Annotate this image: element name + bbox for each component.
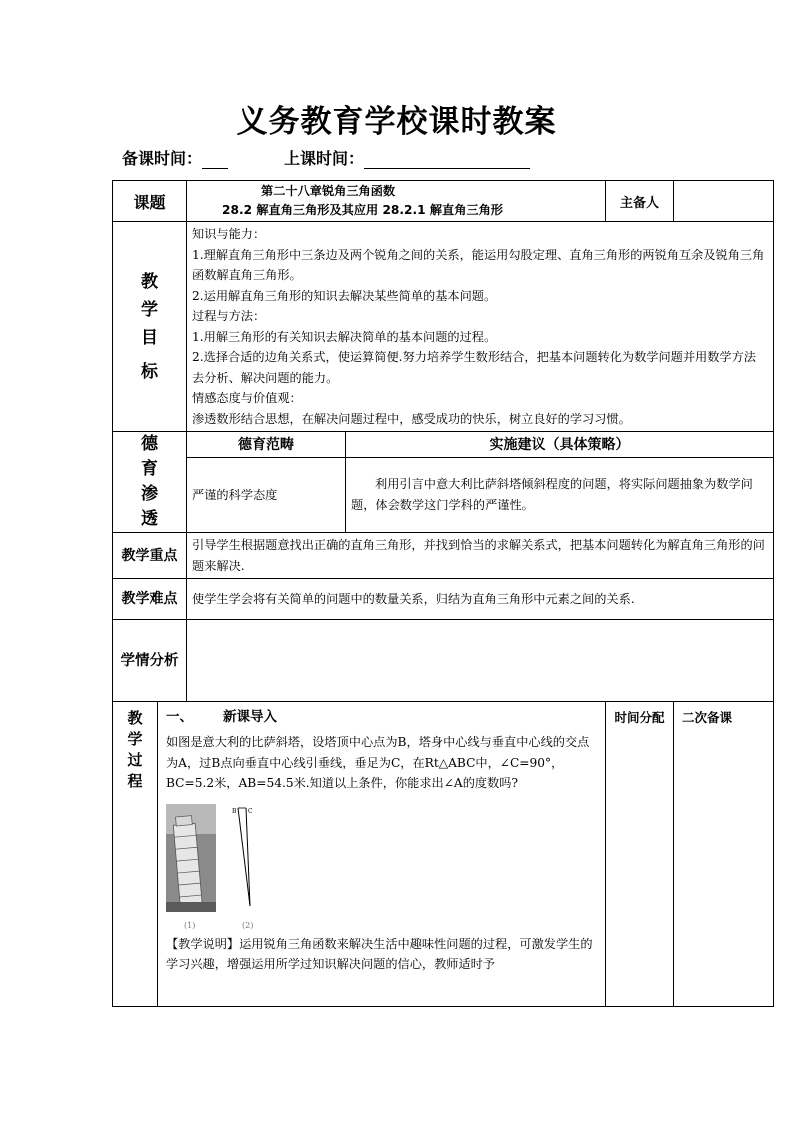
preparer-label: 主备人 [606,181,674,222]
time-allocation-header: 时间分配 [606,702,674,1007]
topic-label: 课题 [113,181,187,222]
chapter-title: 第二十八章锐角三角函数 [261,184,396,198]
objectives-label-char: 标 [141,361,158,382]
objectives-content [187,222,774,432]
objectives-line: 知识与能力： [192,227,266,241]
moral-category-header: 德育范畴 [187,432,346,458]
class-time-field[interactable] [364,150,530,169]
page-title: 义务教育学校课时教案 [236,104,557,140]
class-time-label: 上课时间： [284,149,365,168]
point-c-label: C [248,807,253,815]
lesson-plan-table [112,180,774,1007]
topic-cell [187,181,606,222]
section-heading [166,706,597,728]
moral-header-row [113,432,774,458]
objectives-line: 2.选择合适的边角关系式，使运算简便.努力培养学生数形结合，把基本问题转化为数学问题并用数学方法去分析、解决问题的能力。 [192,350,756,385]
objectives-line: 2.运用解直角三角形的知识去解决某些简单的基本问题。 [192,288,497,303]
process-row [113,702,774,1007]
section-title: 新课导入 [223,709,277,725]
objectives-line: 过程与方法： [192,309,266,323]
moral-strategy-header: 实施建议（具体策略） [346,432,774,458]
moral-label-char: 透 [141,509,158,529]
objectives-label-char: 学 [141,299,158,320]
second-prep-header: 二次备课 [674,702,774,1007]
moral-label-char: 德 [141,434,158,454]
process-content [158,702,606,1007]
key-point-row [113,533,774,579]
objectives-label-char: 教 [141,271,158,292]
difficulty-row [113,579,774,620]
topic-row [113,181,774,222]
prep-time-field[interactable] [202,150,228,169]
teaching-note-label: 【教学说明】 [166,936,240,951]
objectives-label [113,222,187,432]
process-label-char: 教 [127,709,143,727]
point-b-label: B [232,807,237,815]
moral-label-char: 育 [141,459,158,479]
analysis-label: 学情分析 [113,620,187,702]
process-label-char: 程 [127,772,143,790]
objectives-line: 情感态度与价值观： [192,391,302,405]
figure-area [166,802,597,932]
objectives-row [113,222,774,432]
difficulty-text: 使学生学会将有关简单的问题中的数量关系，归结为直角三角形中元素之间的关系. [187,579,774,620]
section-title: 28.2 解直角三角形及其应用 28.2.1 解直角三角形 [222,203,503,217]
moral-strategy: 利用引言中意大利比萨斜塔倾斜程度的问题，将实际问题抽象为数学问题，体会数学这门学科的严谨性。 [346,457,774,532]
difficulty-label: 教学难点 [113,579,187,620]
objectives-line: 1.理解直角三角形中三条边及两个锐角之间的关系，能运用勾股定理、直角三角形的两锐角互余及锐角三角函数解直角三角形。 [192,247,765,282]
analysis-row [113,620,774,702]
moral-label [113,432,187,533]
objectives-line: 1.用解三角形的有关知识去解决简单的基本问题的过程。 [192,329,497,344]
objectives-label-char: 目 [141,327,158,348]
header-meta [122,146,530,169]
moral-category: 严谨的科学态度 [187,457,346,532]
figure-1-caption: (1) [184,920,196,930]
figure-2-caption: (2) [242,920,254,930]
analysis-text[interactable] [187,620,774,702]
intro-paragraph: 如图是意大利的比萨斜塔，设塔顶中心点为B，塔身中心线与垂直中心线的交点为A，过B点向垂直中心线引垂线，垂足为C，在Rt△ABC中，∠C=90°，BC=5.2米，AB=54.5米.知道以上条件，你能求出∠A的度数吗? [166,735,590,790]
process-label [113,702,158,1007]
process-label-char: 过 [127,751,143,769]
key-point-label: 教学重点 [113,533,187,579]
preparer-value[interactable] [674,181,774,222]
section-number: 一、 [166,709,193,725]
moral-label-char: 渗 [141,484,158,504]
objectives-line: 渗透数形结合思想，在解决问题过程中，感受成功的快乐，树立良好的学习习惯。 [192,411,631,426]
prep-time-label: 备课时间： [122,149,203,168]
key-point-text: 引导学生根据题意找出正确的直角三角形，并找到恰当的求解关系式，把基本问题转化为解直角三角形的问题来解决. [187,533,774,579]
process-label-char: 学 [127,730,143,748]
teaching-note [166,934,597,975]
teaching-note-text: 运用锐角三角函数来解决生活中趣味性问题的过程，可激发学生的学习兴趣，增强运用所学过知识解决问题的信心，教师适时予 [166,936,593,971]
moral-content-row [113,457,774,532]
